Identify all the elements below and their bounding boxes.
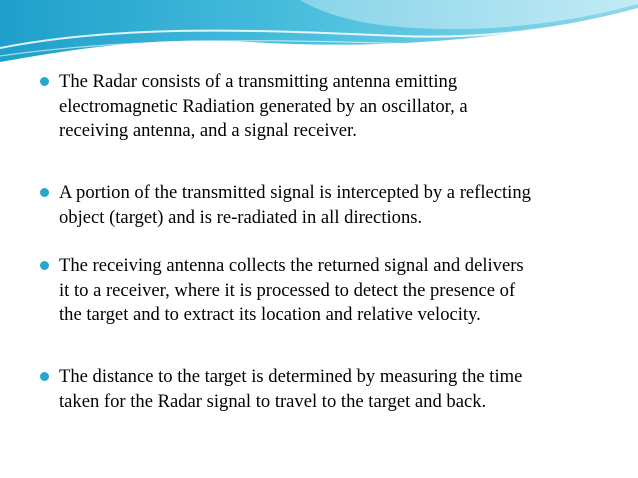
- bullet-text: The distance to the target is determined by measuring the time taken for the Radar signal to travel to the target and back.: [59, 366, 523, 412]
- bullet-text: A portion of the transmitted signal is intercepted by a reflecting object (target) and is re-radiated in all directions.: [59, 182, 531, 228]
- bullet-text: The receiving antenna collects the returned signal and delivers it to a receiver, where it is processed to detect the presence of the target and to extract its location and relative velocity.: [59, 255, 524, 325]
- bullet-item: [40, 365, 615, 414]
- bullet-item: [40, 254, 615, 328]
- bullet-item: [40, 70, 615, 144]
- bullet-marker-icon: [40, 372, 49, 381]
- bullet-text: The Radar consists of a transmitting antenna emitting electromagnetic Radiation generated by an oscillator, a receiving antenna, and a signal receiver.: [59, 71, 468, 141]
- bullet-marker-icon: [40, 261, 49, 270]
- bullet-marker-icon: [40, 77, 49, 86]
- bullet-marker-icon: [40, 188, 49, 197]
- bullet-item: [40, 181, 615, 230]
